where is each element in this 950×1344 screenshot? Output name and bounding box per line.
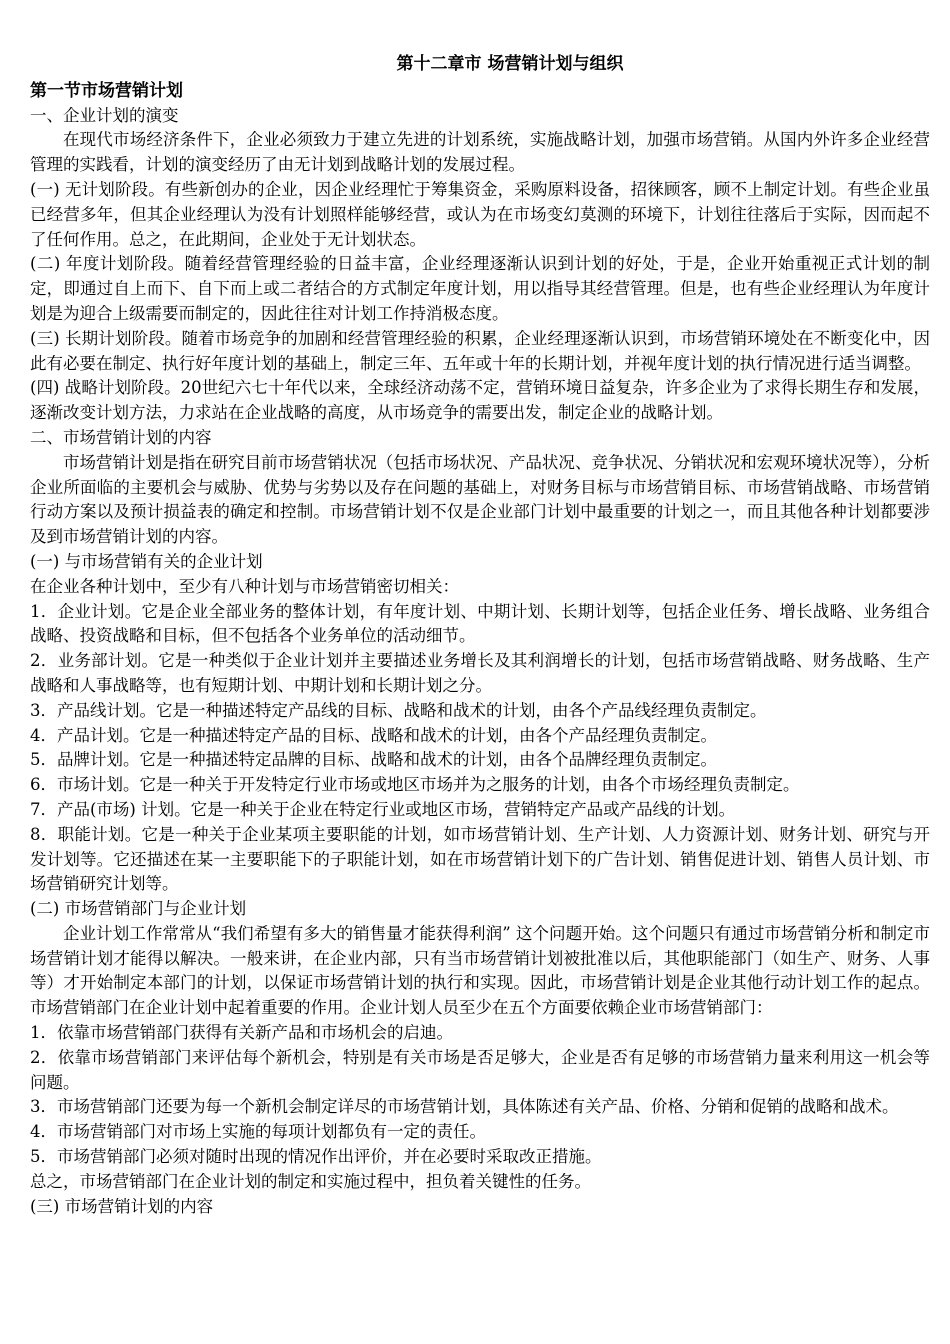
paragraph-stage-2: (二) 年度计划阶段。随着经营管理经验的日益丰富，企业经理逐渐认识到计划的好处，于是，企业开始重视正式计划的制定，即通过自上而下、自下而上或二者结合的方式制定年度计划，用以指导其经营管理。但是，也有些企业经理认为年度计划是为迎合上级需要而制定的，因此往往对计划工作持消极态度。 [30, 254, 930, 323]
list-item: 5．市场营销部门必须对随时出现的情况作出评价，并在必要时采取改正措施。 [30, 1147, 602, 1167]
paragraph-plan-definition: 市场营销计划是指在研究目前市场营销状况（包括市场状况、产品状况、竞争状况、分销状况和宏观环境状况等），分析企业所面临的主要机会与威胁、优势与劣势以及存在问题的基础上，对财务目标与市场营销目标、市场营销战略、市场营销行动方案以及预计损益表的确定和控制。市场营销计划不仅是企业部门计划中最重要的计划之一，而且其他各种计划都要涉及到市场营销计划的内容。 [30, 452, 930, 547]
subheading-related-plans: (一) 与市场营销有关的企业计划 [30, 551, 263, 571]
list-item: 5．品牌计划。它是一种描述特定品牌的目标、战略和战术的计划，由各个品牌经理负责制定。 [30, 750, 717, 770]
heading-plan-content: 二、市场营销计划的内容 [30, 427, 212, 447]
subheading-plan-content: (三) 市场营销计划的内容 [30, 1196, 214, 1216]
document-page [30, 52, 930, 1219]
list-item: 6．市场计划。它是一种关于开发特定行业市场或地区市场并为之服务的计划，由各个市场经理负责制定。 [30, 775, 800, 795]
list-item: 1．依靠市场营销部门获得有关新产品和市场机会的启迪。 [30, 1023, 453, 1043]
list-item: 3．产品线计划。它是一种描述特定产品线的目标、战略和战术的计划，由各个产品线经理负责制定。 [30, 700, 767, 720]
list-item: 2．依靠市场营销部门来评估每个新机会，特别是有关市场是否足够大，企业是否有足够的市场营销力量来利用这一机会等问题。 [30, 1047, 930, 1092]
chapter-title: 第十二章市 场营销计划与组织 [396, 54, 624, 74]
list-item: 4．产品计划。它是一种描述特定产品的目标、战略和战术的计划，由各个产品经理负责制定。 [30, 725, 717, 745]
paragraph-stage-4: (四) 战略计划阶段。20世纪六七十年代以来，全球经济动荡不定，营销环境日益复杂，许多企业为了求得长期生存和发展，逐渐改变计划方法，力求站在企业战略的高度，从市场竞争的需要出发，制定企业的战略计划。 [30, 378, 930, 423]
list-item: 2．业务部计划。它是一种类似于企业计划并主要描述业务增长及其利润增长的计划，包括市场营销战略、财务战略、生产战略和人事战略等，也有短期计划、中期计划和长期计划之分。 [30, 651, 930, 695]
subheading-marketing-dept: (二) 市场营销部门与企业计划 [30, 899, 247, 919]
body-text [30, 104, 930, 1220]
list-item: 8．职能计划。它是一种关于企业某项主要职能的计划，如市场营销计划、生产计划、人力资源计划、财务计划、研究与开发计划等。它还描述在某一主要职能下的子职能计划，如在市场营销计划下的广告计划、销售促进计划、销售人员计划、市场营销研究计划等。 [30, 824, 930, 894]
list-item: 3．市场营销部门还要为每一个新机会制定详尽的市场营销计划，具体陈述有关产品、价格、分销和促销的战略和战术。 [30, 1097, 899, 1117]
paragraph-summary: 总之，市场营销部门在企业计划的制定和实施过程中，担负着关键性的任务。 [30, 1171, 591, 1191]
paragraph-marketing-dept: 企业计划工作常常从“我们希望有多大的销售量才能获得利润” 这个问题开始。这个问题只有通过市场营销分析和制定市场营销计划才能得以解决。一般来讲，在企业内部，只有当市场营销计划被批准以后，其他职能部门（如生产、财务、人事等）才开始制定本部门的计划，以保证市场营销计划的执行和实现。因此，市场营销计划是企业其他行动计划工作的起点。市场营销部门在企业计划中起着重要的作用。企业计划人员至少在五个方面要依赖企业市场营销部门： [30, 923, 930, 1018]
section-heading: 第一节市场营销计划 [30, 80, 183, 101]
heading-plan-evolution: 一、企业计划的演变 [30, 105, 179, 125]
list-item: 1．企业计划。它是企业全部业务的整体计划，有年度计划、中期计划、长期计划等，包括企业任务、增长战略、业务组合战略、投资战略和目标，但不包括各个业务单位的活动细节。 [30, 601, 930, 646]
paragraph-eight-plans: 在企业各种计划中，至少有八种计划与市场营销密切相关： [30, 576, 459, 596]
paragraph-stage-3: (三) 长期计划阶段。随着市场竞争的加剧和经营管理经验的积累，企业经理逐渐认识到，市场营销环境处在不断变化中，因此有必要在制定、执行好年度计划的基础上，制定三年、五年或十年的长期计划，并视年度计划的执行情况进行适当调整。 [30, 328, 930, 373]
paragraph-intro: 在现代市场经济条件下，企业必须致力于建立先进的计划系统，实施战略计划，加强市场营销。从国内外许多企业经营管理的实践看，计划的演变经历了由无计划到战略计划的发展过程。 [30, 130, 930, 175]
list-item: 4．市场营销部门对市场上实施的每项计划都负有一定的责任。 [30, 1122, 486, 1142]
paragraph-stage-1: (一) 无计划阶段。有些新创办的企业，因企业经理忙于筹集资金，采购原料设备，招徕顾客，顾不上制定计划。有些企业虽已经营多年，但其企业经理认为没有计划照样能够经营，或认为在市场变幻莫测的环境下，计划往往落后于实际，因而起不了任何作用。总之，在此期间，企业处于无计划状态。 [30, 179, 930, 249]
list-item: 7．产品(市场) 计划。它是一种关于企业在特定行业或地区市场，营销特定产品或产品线的计划。 [30, 799, 736, 819]
